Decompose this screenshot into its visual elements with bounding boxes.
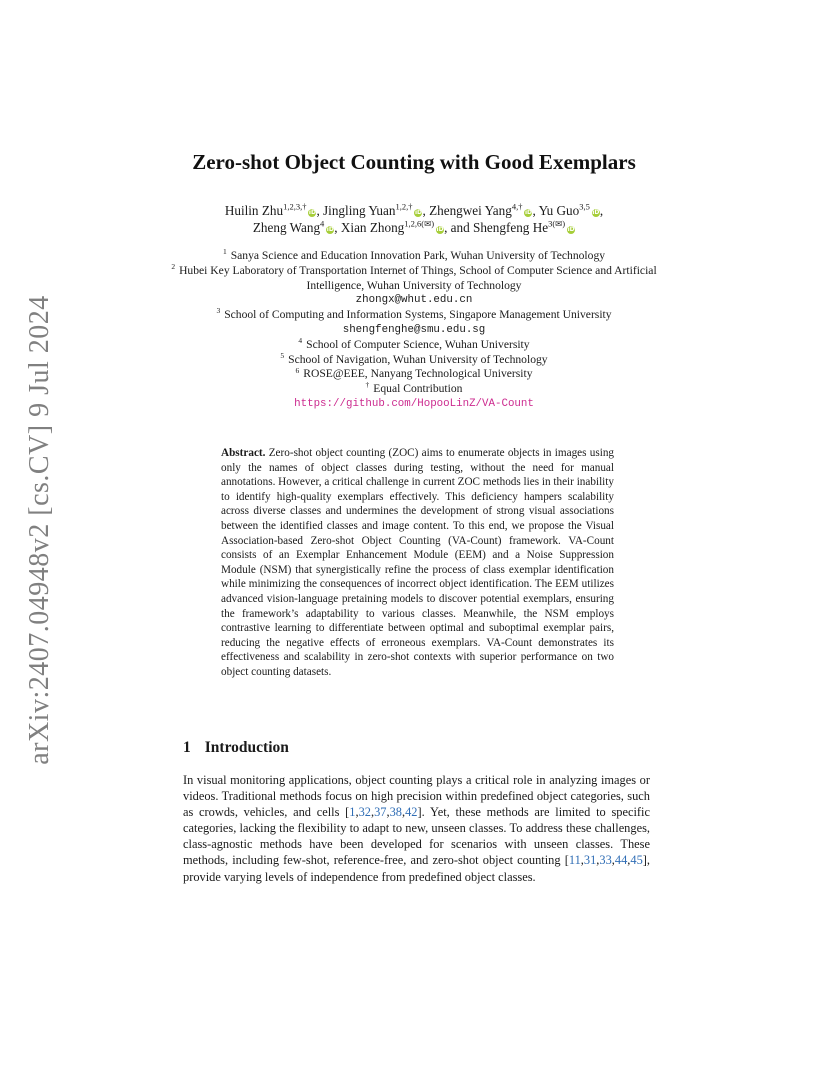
orcid-icon[interactable]: iD xyxy=(436,226,444,233)
citation-link[interactable]: 44 xyxy=(614,853,628,868)
affiliation: $^1$ Sanya Science and Education Innovation Park, Wuhan University of Technology xyxy=(222,247,606,262)
citation-link[interactable]: 38 xyxy=(389,805,402,820)
citation-link[interactable]: 11 xyxy=(568,853,581,868)
orcid-icon[interactable]: iD xyxy=(414,209,422,216)
paper-title: Zero-shot Object Counting with Good Exemplars xyxy=(192,150,636,174)
section-number: 1 xyxy=(183,739,191,756)
author-list: Huilin Zhu$^{1,2,3,\dagger}$iD, Jingling Yuan$^{1,2,\dagger}$iD, Zhengwei Yang$^{4,\dagger}$iD, Yu Guo$^{3,5}$iD, Zheng Wang$^4$iD, Xian Zhong$^{1,2,6(✉)}$iD, and Shengfeng $He^{3(✉)}iD$ xyxy=(224,201,604,235)
orcid-icon[interactable]: iD xyxy=(567,226,575,233)
orcid-icon[interactable]: iD xyxy=(592,209,600,216)
affiliation: $^4$ School of Computer Science, Wuhan University xyxy=(298,335,530,351)
author: Jingling Yuan$^{1,2,\dagger}$iD xyxy=(323,201,422,218)
citation-link[interactable]: 33 xyxy=(599,853,612,868)
author: Huilin Zhu$^{1,2,3,\dagger}$iD xyxy=(224,201,316,218)
author: Shengfeng $He^{3(✉)}iD$ xyxy=(473,218,575,235)
author: Xian Zhong$^{1,2,6(✉)}$iD xyxy=(340,218,444,235)
abstract-label: Abstract. xyxy=(221,447,266,459)
intro-paragraph: In visual monitoring applications, object counting plays a critical role in analyzing images or videos. Traditional methods focus on high precision within predefined object categories, such as crowds, vehicles, and cells [1,32,37,38,42]. Yet, these methods are limited to specific categories, lacking the flexibility to adapt to new, unseen classes. To address these challenges, class-agnostic methods have been developed for scenarios with unseen classes. These methods, including few-shot, reference-free, and zero-shot object counting [11,31,33,44,45], provide varying levels of independence from predefined object classes. xyxy=(183,773,650,884)
author-conjunction: and xyxy=(450,220,470,235)
orcid-icon[interactable]: iD xyxy=(308,209,316,216)
equal-contribution-note: † Equal Contribution xyxy=(365,380,463,396)
orcid-icon[interactable]: iD xyxy=(326,226,334,233)
affiliation: $^5$ School of Navigation, Wuhan University of Technology xyxy=(280,350,548,366)
citation-link[interactable]: 37 xyxy=(374,805,387,820)
orcid-icon[interactable]: iD xyxy=(524,209,532,216)
github-link[interactable]: https://github.com/HopooLinZ/VA-Count xyxy=(294,397,534,410)
arxiv-watermark xyxy=(18,295,62,765)
author: Zhengwei Yang$^{4,\dagger}$iD xyxy=(429,201,532,218)
section-heading xyxy=(183,739,289,757)
email-address[interactable]: zhongx@whut.edu.cn xyxy=(355,294,473,307)
abstract-text: Zero-shot object counting (ZOC) aims to enumerate objects in images using only the names of object classes during testing, without the need for manual annotations. However, a critical challenge in current ZOC methods lies in their inability to identify high-quality exemplars effectively. This deficiency hampers scalability across diverse classes and undermines the development of strong visual associations between the identified classes and image content. To this end, we propose the Visual Association-based Zero-shot Object Counting (VA-Count) framework. VA-Count consists of an Exemplar Enhancement Module (EEM) and a Noise Suppression Module (NSM) that synergistically refine the process of class exemplar identification while minimizing the consequences of incorrect object identification. The EEM utilizes advanced vision-language pretaining models to discover potential exemplars, ensuring the framework’s adaptability to various classes. Meanwhile, the NSM employs contrastive learning to differentiate between optimal and suboptimal exemplar pairs, reducing the negative effects of erroneous exemplars. VA-Count demonstrates its effectiveness and scalability in zero-shot contexts with superior performance on two object counting datasets. xyxy=(221,447,615,678)
author: Zheng Wang$^4$iD xyxy=(252,218,334,235)
affiliation: $^2$ Hubei Key Laboratory of Transportation Internet of Things, School of Computer Science and Artificial Intelligence, Wuhan University of Technology xyxy=(171,261,657,292)
email-address[interactable]: shengfenghe@smu.edu.sg xyxy=(342,323,486,336)
author: Yu Guo$^{3,5}$iD xyxy=(538,201,600,218)
affiliation: $^3$ School of Computing and Information Systems, Singapore Management University xyxy=(216,306,612,322)
citation-link[interactable]: 1 xyxy=(349,805,356,820)
arxiv-identifier: arXiv:2407.04948v2 [cs.CV] 9 Jul 2024 xyxy=(24,295,56,765)
affiliation-list xyxy=(150,249,678,412)
citation-link[interactable]: 32 xyxy=(358,805,371,820)
section-title: Introduction xyxy=(204,739,289,756)
citation-link[interactable]: 31 xyxy=(583,853,597,868)
abstract xyxy=(221,446,614,680)
citation-link[interactable]: 45 xyxy=(630,853,643,868)
citation-link[interactable]: 42 xyxy=(405,805,418,820)
affiliation: $^6$ ROSE@EEE, Nanyang Technological University xyxy=(295,365,533,381)
